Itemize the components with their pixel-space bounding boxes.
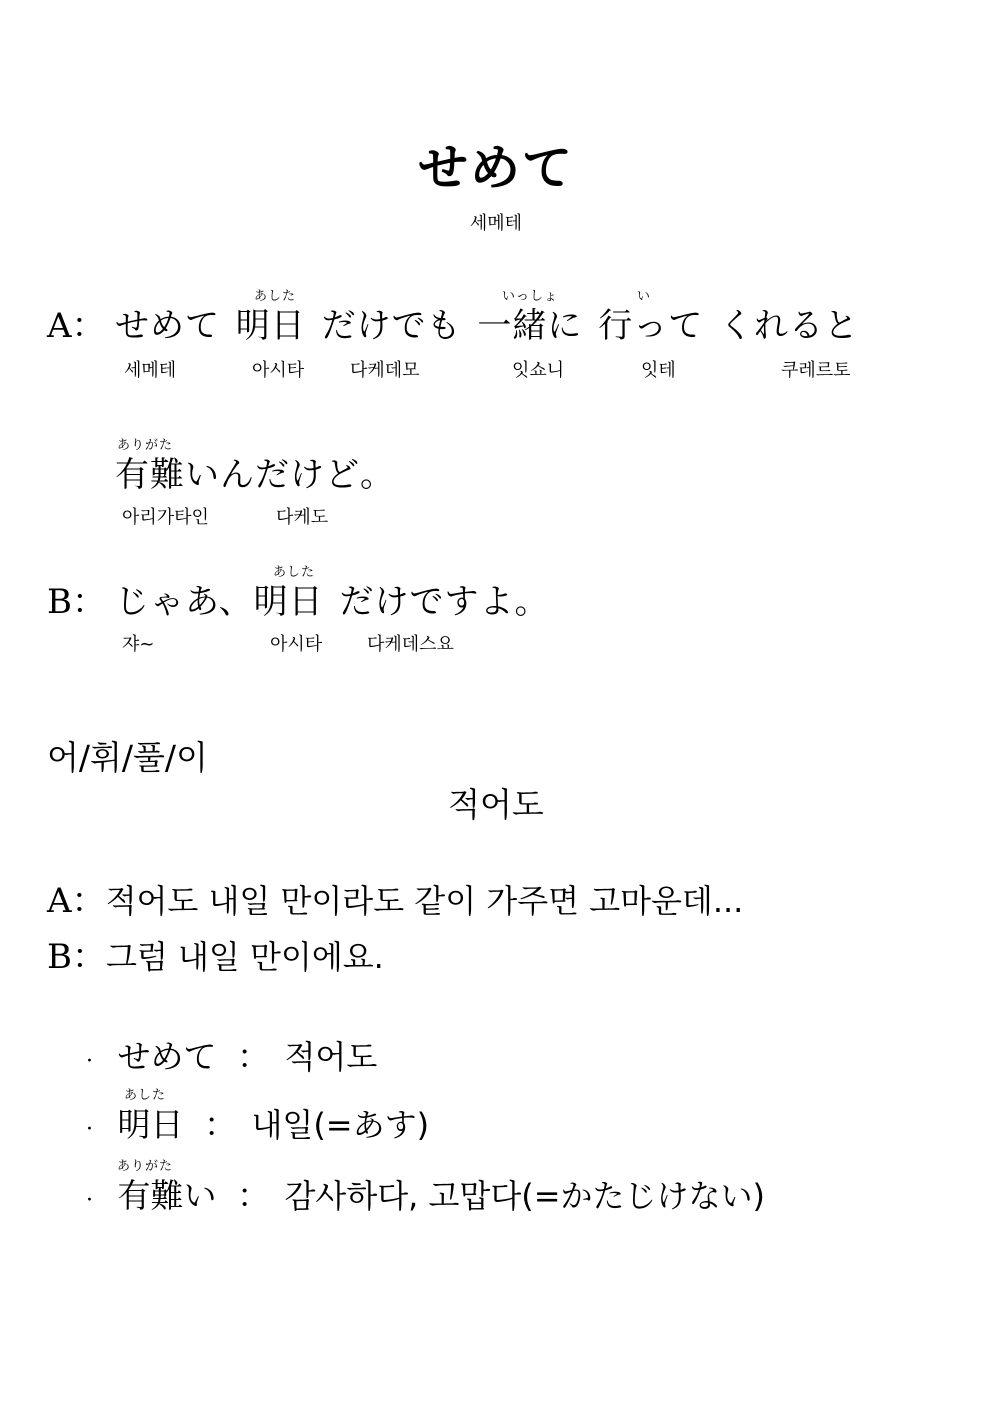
- furigana-i: い: [637, 289, 652, 304]
- translation-b-text: 그럼 내일 만이에요.: [106, 938, 384, 976]
- translation-a-label: A：: [47, 881, 106, 921]
- furigana-ashita-bullet: あした: [124, 1088, 167, 1103]
- bullet-term: せめて: [117, 1037, 217, 1076]
- vocab-meaning: 적어도: [448, 785, 544, 824]
- furigana-arigata-bullet: ありがた: [117, 1159, 174, 1174]
- bullet-dot: ·: [86, 1188, 93, 1213]
- dialogue-b-line: じゃあ、明日 だけですよ。: [115, 582, 550, 622]
- pron-ja: 쟈~: [122, 634, 155, 655]
- bullet-term: 明日: [117, 1105, 184, 1144]
- bullet-meaning: 적어도: [284, 1038, 378, 1076]
- bullet-sep: ：: [204, 1105, 237, 1144]
- speaker-b-label: B：: [47, 582, 106, 622]
- furigana-issho: いっしょ: [502, 289, 559, 304]
- vocab-heading: 어/휘/풀/이: [47, 738, 208, 777]
- pron-ashita-b: 아시타: [270, 634, 323, 655]
- furigana-ashita: あした: [254, 289, 297, 304]
- translation-b-label: B：: [47, 937, 106, 977]
- pron-arigatain: 아리가타인: [122, 507, 209, 528]
- furigana-ashita-b: あした: [273, 565, 316, 580]
- pron-dakedemo: 다케데모: [350, 360, 420, 381]
- pron-dakedesuyo: 다케데스요: [367, 634, 454, 655]
- bullet-term: 有難い: [117, 1176, 217, 1215]
- furigana-arigata: ありがた: [117, 438, 174, 453]
- speaker-a-label: A：: [47, 306, 106, 346]
- pron-kureruto: 쿠레르토: [781, 360, 851, 381]
- vocab-bullet-ashita: [86, 1105, 429, 1150]
- translation-b: [47, 937, 384, 977]
- page-title: せめて: [418, 138, 574, 197]
- title-reading: 세메테: [469, 213, 523, 234]
- pron-semete: 세메테: [124, 360, 177, 381]
- vocab-bullet-semete: [86, 1037, 377, 1082]
- vocab-bullet-arigatai: [86, 1176, 765, 1221]
- dialogue-a-line2: 有難いんだけど。: [115, 455, 395, 495]
- translation-a-text: 적어도 내일 만이라도 같이 가주면 고마운데...: [105, 882, 744, 920]
- bullet-dot: ·: [86, 1117, 93, 1142]
- bullet-sep: ：: [237, 1037, 270, 1076]
- dialogue-a-line1: せめて 明日 だけでも 一緒に 行って くれると: [115, 306, 860, 346]
- pron-dakedo: 다케도: [276, 507, 329, 528]
- pron-ashita: 아시타: [252, 360, 305, 381]
- translation-a: [47, 881, 743, 921]
- pron-isshoni: 잇쇼니: [512, 360, 565, 381]
- bullet-dot: ·: [86, 1049, 93, 1074]
- bullet-meaning: 감사하다, 고맙다(=かたじけない): [284, 1177, 766, 1215]
- bullet-meaning: 내일(=あす): [251, 1106, 430, 1144]
- bullet-sep: ：: [237, 1176, 270, 1215]
- pron-itte: 잇테: [641, 360, 676, 381]
